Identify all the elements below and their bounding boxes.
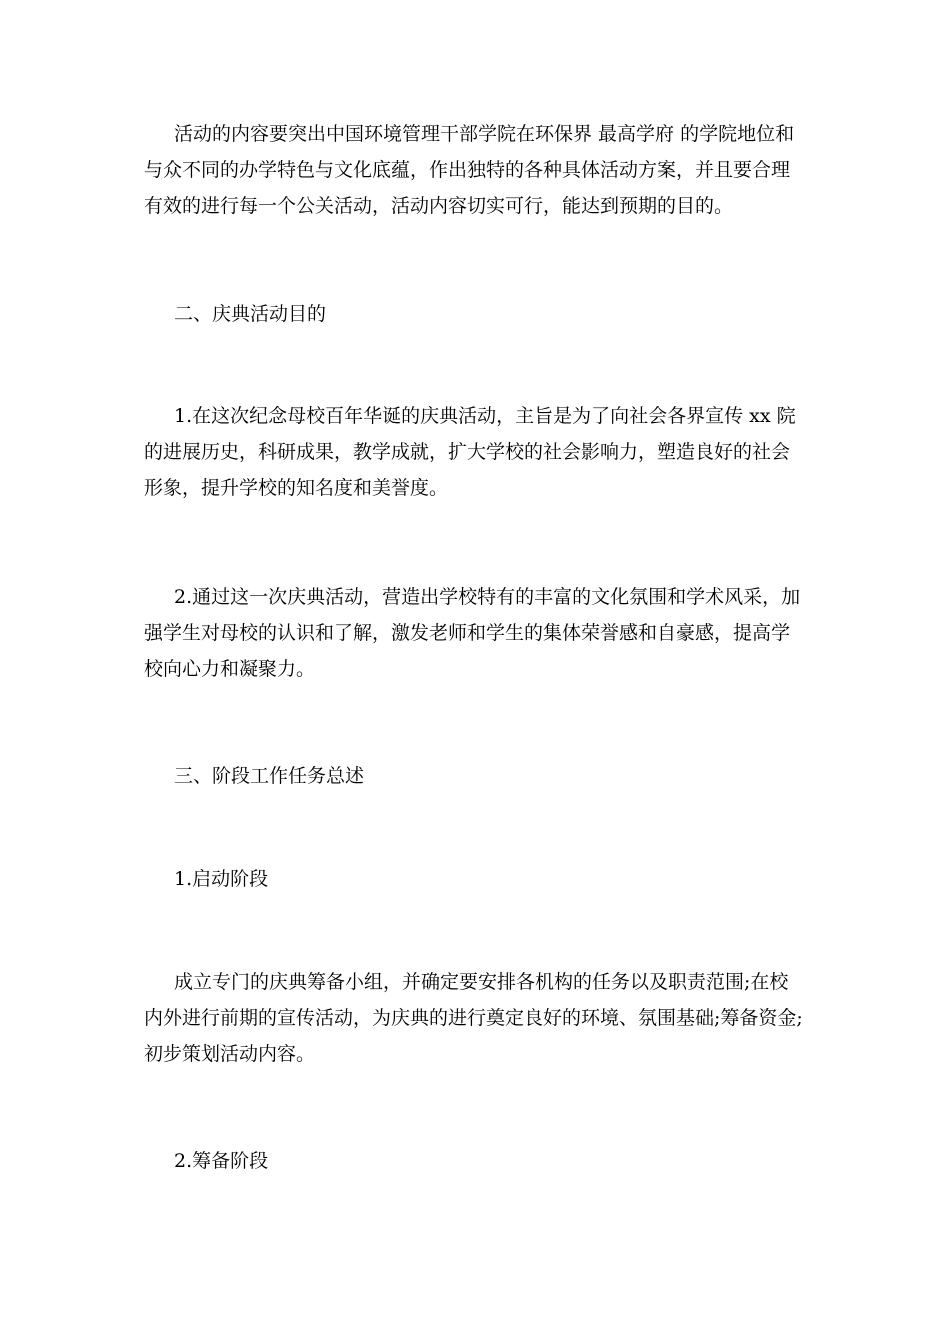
paragraph-startup-stage bbox=[144, 964, 816, 1072]
section-heading: 三、阶段工作任务总述 bbox=[174, 765, 365, 787]
text-line: 的进展历史，科研成果，教学成就，扩大学校的社会影响力，塑造良好的社会 bbox=[144, 441, 791, 463]
text-line: 1.在这次纪念母校百年华诞的庆典活动，主旨是为了向社会各界宣传 xx 院 bbox=[174, 405, 796, 427]
text-line: 与众不同的办学特色与文化底蕴，作出独特的各种具体活动方案，并且要合理 bbox=[144, 159, 791, 181]
section-heading: 二、庆典活动目的 bbox=[174, 303, 327, 325]
text-line: 校向心力和凝聚力。 bbox=[144, 658, 316, 680]
text-line: 内外进行前期的宣传活动，为庆典的进行奠定良好的环境、氛围基础;筹备资金; bbox=[144, 1007, 803, 1029]
heading-preparation-stage bbox=[144, 1143, 816, 1179]
paragraph-purpose-1 bbox=[144, 398, 816, 506]
text-line: 2.通过这一次庆典活动，营造出学校特有的丰富的文化氛围和学术风采，加 bbox=[174, 586, 801, 608]
paragraph-activity-content bbox=[144, 116, 816, 224]
text-line: 有效的进行每一个公关活动，活动内容切实可行，能达到预期的目的。 bbox=[144, 195, 734, 217]
heading-startup-stage bbox=[144, 861, 816, 897]
text-line: 活动的内容要突出中国环境管理干部学院在环保界 最高学府 的学院地位和 bbox=[174, 123, 795, 145]
paragraph-purpose-2 bbox=[144, 579, 816, 687]
heading-stage-tasks bbox=[144, 758, 816, 794]
subsection-heading: 2.筹备阶段 bbox=[174, 1150, 269, 1172]
heading-celebration-purpose bbox=[144, 296, 816, 332]
text-line: 初步策划活动内容。 bbox=[144, 1043, 316, 1065]
text-line: 成立专门的庆典筹备小组，并确定要安排各机构的任务以及职责范围;在校 bbox=[174, 971, 789, 993]
subsection-heading: 1.启动阶段 bbox=[174, 868, 269, 890]
text-line: 形象，提升学校的知名度和美誉度。 bbox=[144, 477, 449, 499]
text-line: 强学生对母校的认识和了解，激发老师和学生的集体荣誉感和自豪感，提高学 bbox=[144, 622, 791, 644]
